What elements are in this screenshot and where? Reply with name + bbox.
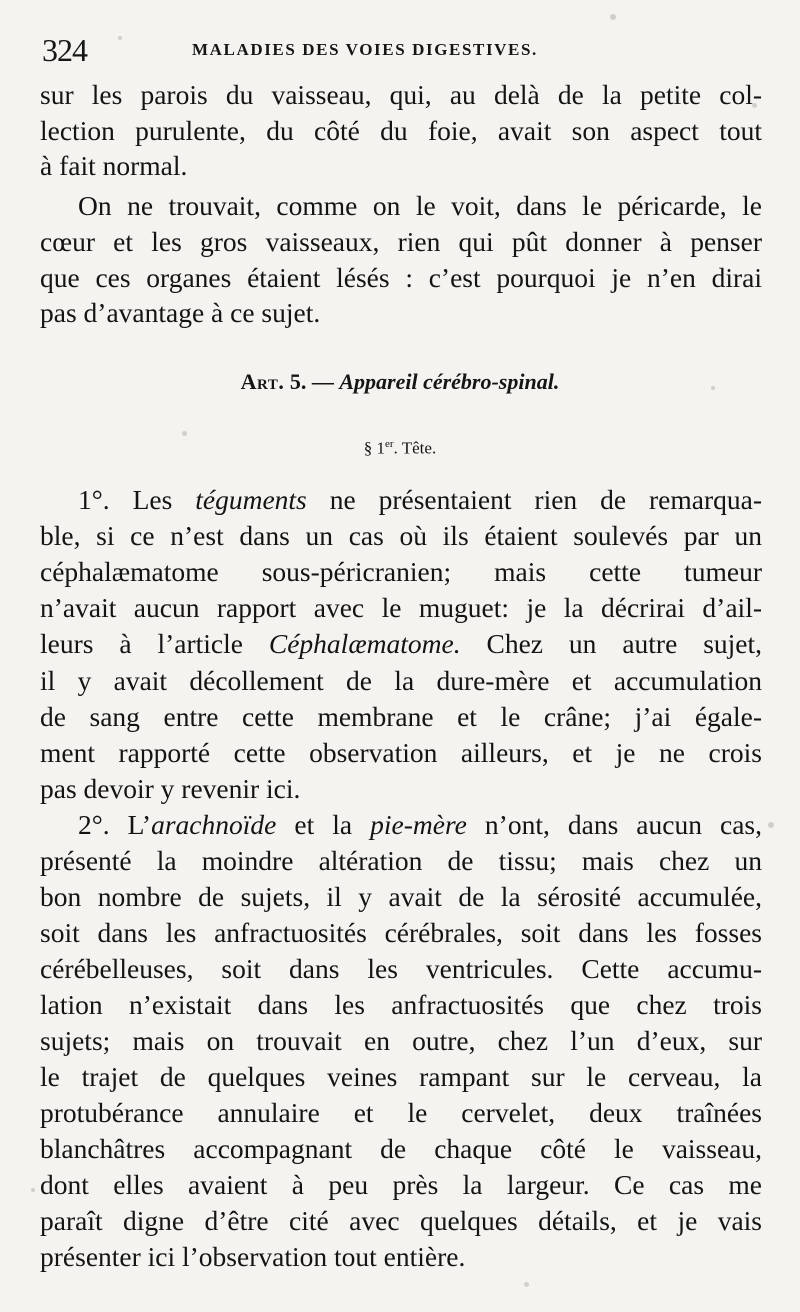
text-line: que ces organes étaient lésés : c’est pourquoi je n’en dirai [40, 262, 762, 293]
text-line: paraît digne d’être cité avec quelques détails, et je vais [40, 1205, 762, 1236]
running-title: MALADIES DES VOIES DIGESTIVES. [192, 40, 538, 59]
paper-speck [182, 431, 187, 436]
article-number: 5. [289, 369, 307, 394]
text-line: ment rapporté cette observation ailleurs, et je ne crois [40, 737, 762, 768]
text-line: à fait normal. [40, 150, 188, 181]
text-line: bon nombre de sujets, il y avait de la sérosité accumulée, [40, 881, 762, 912]
italic-term: Céphalæmatome. [268, 628, 461, 659]
italic-term: pie-mère [370, 809, 467, 840]
text-line: dont elles avaient à peu près la largeur. Ce cas me [40, 1169, 762, 1200]
text-line: lation n’existait dans les anfractuosités que chez trois [40, 989, 762, 1020]
article-title: Appareil cérébro-spinal. [339, 369, 560, 394]
page-number: 324 [42, 32, 87, 68]
article-dash: — [311, 369, 334, 394]
section-heading [0, 438, 800, 459]
text-line: blanchâtres accompagnant de chaque côté le vaisseau, [40, 1133, 762, 1164]
text-line: lection purulente, du côté du foie, avait son aspect tout [40, 115, 762, 146]
text-run: 2°. L’ [78, 809, 152, 840]
text-line [78, 486, 762, 514]
text-run: et la [276, 809, 371, 840]
text-line: protubérance annulaire et le cervelet, deux traînées [40, 1097, 762, 1128]
text-line: pas devoir y revenir ici. [40, 773, 301, 804]
text-line: sujets; mais on trouvait en outre, chez l’un d’eux, sur [40, 1025, 762, 1056]
paper-speck [524, 1282, 529, 1287]
text-line: n’avait aucun rapport avec le muguet: je la décrirai d’ail- [40, 592, 762, 623]
text-line: cœur et les gros vaisseaux, rien qui pût donner à penser [40, 226, 762, 257]
text-line: céphalæmatome sous-péricranien; mais cette tumeur [40, 556, 762, 587]
section-title: . Tête. [393, 438, 437, 458]
text-line: de sang entre cette membrane et le crâne; j’ai égale- [40, 701, 762, 732]
text-line: présenter ici l’observation tout entière. [40, 1241, 466, 1272]
paper-speck [610, 14, 616, 20]
paper-speck [768, 822, 774, 828]
paper-speck [31, 1188, 35, 1192]
text-run: leurs à l’article [40, 628, 269, 659]
text-line: il y avait décollement de la dure-mère et accumulation [40, 665, 762, 696]
article-heading [0, 369, 800, 395]
text-line: le trajet de quelques veines rampant sur le cerveau, la [40, 1061, 762, 1092]
text-line: pas d’avantage à ce sujet. [40, 297, 321, 328]
section-symbol: § 1 [363, 438, 386, 458]
section-sup: er [385, 438, 394, 450]
text-line [78, 811, 762, 839]
text-line [40, 630, 762, 658]
text-run: Chez un autre sujet, [460, 628, 763, 659]
text-line: soit dans les anfractuosités cérébrales, soit dans les fosses [40, 917, 762, 948]
italic-term: téguments [195, 484, 307, 515]
text-line: On ne trouvait, comme on le voit, dans le péricarde, le [78, 190, 762, 221]
article-label: Art. [240, 369, 285, 394]
text-run: 1°. Les [78, 484, 196, 515]
text-line: présenté la moindre altération de tissu; mais chez un [40, 845, 762, 876]
italic-term: arachnoïde [151, 809, 277, 840]
text-run: ne présentaient rien de remarqua- [306, 484, 762, 515]
text-line: cérébelleuses, soit dans les ventricules. Cette accumu- [40, 953, 762, 984]
text-line: ble, si ce n’est dans un cas où ils étaient soulevés par un [40, 520, 762, 551]
text-line: sur les parois du vaisseau, qui, au delà de la petite col- [40, 79, 762, 110]
running-header [42, 26, 742, 66]
text-run: n’ont, dans aucun cas, [466, 809, 762, 840]
